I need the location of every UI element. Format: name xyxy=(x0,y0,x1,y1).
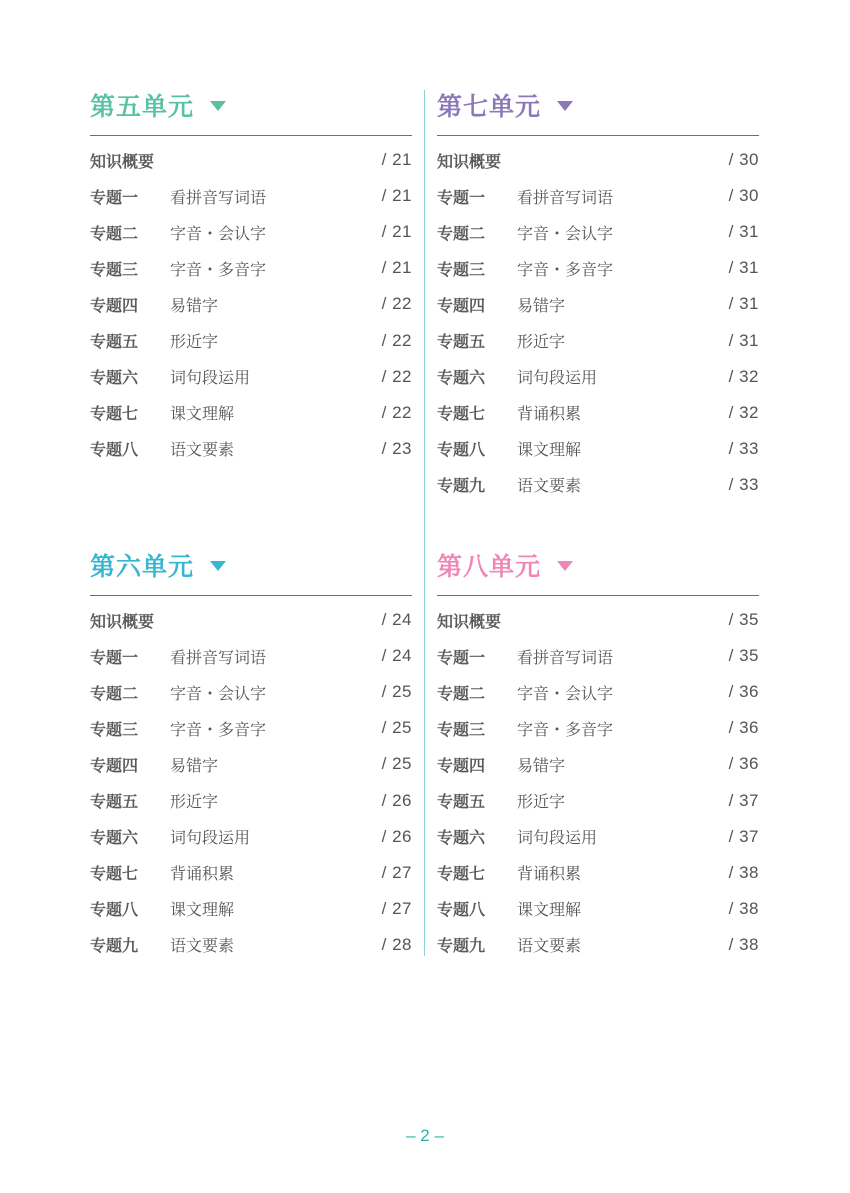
page-number: / 30 xyxy=(728,150,759,170)
page-number: / 37 xyxy=(728,826,759,846)
topic-desc: 背诵积累 xyxy=(170,864,235,884)
unit-title xyxy=(437,546,759,584)
page-number: / 32 xyxy=(728,402,759,422)
topic-desc: 易错字 xyxy=(170,295,219,315)
topic-row[interactable] xyxy=(90,927,412,963)
topic-row[interactable] xyxy=(437,746,759,782)
page-number: / 31 xyxy=(728,222,759,242)
topic-desc: 字音・多音字 xyxy=(170,719,267,739)
page-number: / 36 xyxy=(728,754,759,774)
topic-tag: 专题五 xyxy=(90,332,139,352)
topic-desc: 词句段运用 xyxy=(517,368,598,388)
topic-desc: 语文要素 xyxy=(170,936,235,956)
topic-tag: 专题六 xyxy=(90,828,139,848)
topic-row[interactable] xyxy=(90,855,412,891)
unit-title-text: 第八单元 xyxy=(437,552,542,581)
topic-tag: 专题九 xyxy=(437,936,486,956)
topic-row[interactable] xyxy=(437,467,759,503)
topic-desc: 背诵积累 xyxy=(517,404,582,424)
topic-tag: 专题六 xyxy=(437,368,486,388)
topic-desc: 看拼音写词语 xyxy=(170,187,267,207)
page-number: / 22 xyxy=(381,366,412,386)
triangle-down-icon xyxy=(210,561,226,571)
page-number: / 22 xyxy=(381,402,412,422)
topic-desc: 形近字 xyxy=(517,792,566,812)
topic-row[interactable] xyxy=(437,178,759,214)
page-number: / 32 xyxy=(728,366,759,386)
page-number: / 24 xyxy=(381,646,412,666)
unit-title xyxy=(90,86,412,124)
topic-row[interactable] xyxy=(437,395,759,431)
title-rule xyxy=(437,135,759,136)
footer-page-number: – 2 – xyxy=(406,1126,444,1145)
topic-desc: 词句段运用 xyxy=(517,828,598,848)
page-number: / 36 xyxy=(728,682,759,702)
topic-row[interactable] xyxy=(90,250,412,286)
page-number: / 21 xyxy=(381,222,412,242)
topic-desc: 字音・会认字 xyxy=(517,683,614,703)
topic-desc: 课文理解 xyxy=(517,900,582,920)
page-number: / 33 xyxy=(728,474,759,494)
topic-tag: 专题五 xyxy=(437,332,486,352)
page-number: / 22 xyxy=(381,330,412,350)
overview-label: 知识概要 xyxy=(437,151,502,171)
topic-row[interactable] xyxy=(437,322,759,358)
page-number: / 26 xyxy=(381,790,412,810)
page-number: / 21 xyxy=(381,258,412,278)
page-number: / 26 xyxy=(381,826,412,846)
topic-tag: 专题一 xyxy=(437,187,486,207)
topic-tag: 专题四 xyxy=(437,295,486,315)
topic-tag: 专题五 xyxy=(90,792,139,812)
topic-row[interactable] xyxy=(437,286,759,322)
topic-desc: 易错字 xyxy=(170,755,219,775)
topic-desc: 课文理解 xyxy=(170,404,235,424)
topic-row[interactable] xyxy=(90,214,412,250)
page-number: / 33 xyxy=(728,438,759,458)
page-number: / 37 xyxy=(728,790,759,810)
topic-tag: 专题七 xyxy=(90,864,139,884)
page-number: / 28 xyxy=(381,934,412,954)
topic-tag: 专题八 xyxy=(90,900,139,920)
page-number: / 31 xyxy=(728,294,759,314)
topic-desc: 看拼音写词语 xyxy=(517,187,614,207)
page-number: / 25 xyxy=(381,718,412,738)
topic-desc: 语文要素 xyxy=(517,936,582,956)
topic-row[interactable] xyxy=(437,819,759,855)
topic-tag: 专题八 xyxy=(437,440,486,460)
page-number: / 36 xyxy=(728,718,759,738)
overview-row[interactable] xyxy=(437,602,759,638)
topic-row[interactable] xyxy=(90,359,412,395)
triangle-down-icon xyxy=(557,101,573,111)
topic-row[interactable] xyxy=(437,782,759,818)
topic-tag: 专题二 xyxy=(437,683,486,703)
unit-seven-section xyxy=(437,86,759,503)
page-number: / 30 xyxy=(728,186,759,206)
topic-desc: 形近字 xyxy=(170,332,219,352)
topic-row[interactable] xyxy=(90,638,412,674)
topic-tag: 专题三 xyxy=(437,259,486,279)
page-number: / 27 xyxy=(381,862,412,882)
topic-tag: 专题五 xyxy=(437,792,486,812)
topic-tag: 专题一 xyxy=(90,187,139,207)
topic-tag: 专题七 xyxy=(90,404,139,424)
topic-desc: 课文理解 xyxy=(170,900,235,920)
page-number: / 25 xyxy=(381,754,412,774)
page-number: / 24 xyxy=(381,610,412,630)
page-number: / 35 xyxy=(728,646,759,666)
unit-eight-section xyxy=(437,546,759,963)
unit-title-text: 第五单元 xyxy=(90,92,195,121)
unit-five-section xyxy=(90,86,412,467)
topic-row[interactable] xyxy=(437,891,759,927)
topic-tag: 专题三 xyxy=(90,719,139,739)
topic-row[interactable] xyxy=(90,674,412,710)
topic-desc: 字音・会认字 xyxy=(170,223,267,243)
page-number: / 21 xyxy=(381,150,412,170)
page-number: / 22 xyxy=(381,294,412,314)
topic-row[interactable] xyxy=(90,286,412,322)
topic-tag: 专题七 xyxy=(437,404,486,424)
topic-desc: 词句段运用 xyxy=(170,368,251,388)
page-number: / 38 xyxy=(728,898,759,918)
unit-title xyxy=(90,546,412,584)
topic-tag: 专题七 xyxy=(437,864,486,884)
topic-desc: 字音・多音字 xyxy=(170,259,267,279)
page-number: / 27 xyxy=(381,898,412,918)
topic-row[interactable] xyxy=(437,250,759,286)
topic-row[interactable] xyxy=(90,322,412,358)
title-rule xyxy=(90,135,412,136)
topic-row[interactable] xyxy=(437,214,759,250)
topic-tag: 专题三 xyxy=(90,259,139,279)
topic-row[interactable] xyxy=(437,674,759,710)
topic-row[interactable] xyxy=(437,855,759,891)
topic-desc: 字音・多音字 xyxy=(517,719,614,739)
topic-tag: 专题四 xyxy=(90,295,139,315)
topic-tag: 专题二 xyxy=(90,683,139,703)
topic-row[interactable] xyxy=(437,927,759,963)
topic-tag: 专题六 xyxy=(437,828,486,848)
topic-tag: 专题一 xyxy=(437,647,486,667)
topic-tag: 专题三 xyxy=(437,719,486,739)
title-rule xyxy=(437,595,759,596)
triangle-down-icon xyxy=(557,561,573,571)
triangle-down-icon xyxy=(210,101,226,111)
topic-tag: 专题二 xyxy=(90,223,139,243)
unit-six-section xyxy=(90,546,412,963)
topic-row[interactable] xyxy=(437,431,759,467)
topic-tag: 专题四 xyxy=(90,755,139,775)
topic-tag: 专题四 xyxy=(437,755,486,775)
topic-tag: 专题六 xyxy=(90,368,139,388)
unit-title-text: 第六单元 xyxy=(90,552,195,581)
topic-desc: 看拼音写词语 xyxy=(517,647,614,667)
topic-desc: 字音・多音字 xyxy=(517,259,614,279)
unit-title-text: 第七单元 xyxy=(437,92,542,121)
topic-row[interactable] xyxy=(90,431,412,467)
page-number: / 23 xyxy=(381,438,412,458)
topic-desc: 易错字 xyxy=(517,295,566,315)
page-number: / 21 xyxy=(381,186,412,206)
topic-row[interactable] xyxy=(90,395,412,431)
topic-row[interactable] xyxy=(90,178,412,214)
page-number: / 38 xyxy=(728,934,759,954)
topic-desc: 字音・会认字 xyxy=(517,223,614,243)
topic-row[interactable] xyxy=(437,359,759,395)
topic-desc: 课文理解 xyxy=(517,440,582,460)
topic-row[interactable] xyxy=(90,710,412,746)
overview-label: 知识概要 xyxy=(437,611,502,631)
page-number: / 35 xyxy=(728,610,759,630)
topic-tag: 专题八 xyxy=(90,440,139,460)
topic-desc: 易错字 xyxy=(517,755,566,775)
overview-label: 知识概要 xyxy=(90,151,155,171)
topic-row[interactable] xyxy=(437,638,759,674)
overview-row[interactable] xyxy=(90,142,412,178)
topic-row[interactable] xyxy=(437,710,759,746)
topic-tag: 专题九 xyxy=(437,476,486,496)
page-number: / 31 xyxy=(728,330,759,350)
page-number: / 31 xyxy=(728,258,759,278)
topic-desc: 背诵积累 xyxy=(517,864,582,884)
topic-tag: 专题二 xyxy=(437,223,486,243)
overview-row[interactable] xyxy=(437,142,759,178)
topic-row[interactable] xyxy=(90,746,412,782)
topic-desc: 字音・会认字 xyxy=(170,683,267,703)
topic-desc: 词句段运用 xyxy=(170,828,251,848)
unit-title xyxy=(437,86,759,124)
page-number: / 25 xyxy=(381,682,412,702)
title-rule xyxy=(90,595,412,596)
topic-tag: 专题八 xyxy=(437,900,486,920)
page-number: / 38 xyxy=(728,862,759,882)
topic-desc: 语文要素 xyxy=(170,440,235,460)
topic-row[interactable] xyxy=(90,782,412,818)
topic-desc: 形近字 xyxy=(170,792,219,812)
column-divider xyxy=(424,90,425,956)
topic-desc: 形近字 xyxy=(517,332,566,352)
topic-desc: 语文要素 xyxy=(517,476,582,496)
overview-label: 知识概要 xyxy=(90,611,155,631)
topic-row[interactable] xyxy=(90,891,412,927)
topic-row[interactable] xyxy=(90,819,412,855)
topic-tag: 专题一 xyxy=(90,647,139,667)
topic-desc: 看拼音写词语 xyxy=(170,647,267,667)
overview-row[interactable] xyxy=(90,602,412,638)
topic-tag: 专题九 xyxy=(90,936,139,956)
